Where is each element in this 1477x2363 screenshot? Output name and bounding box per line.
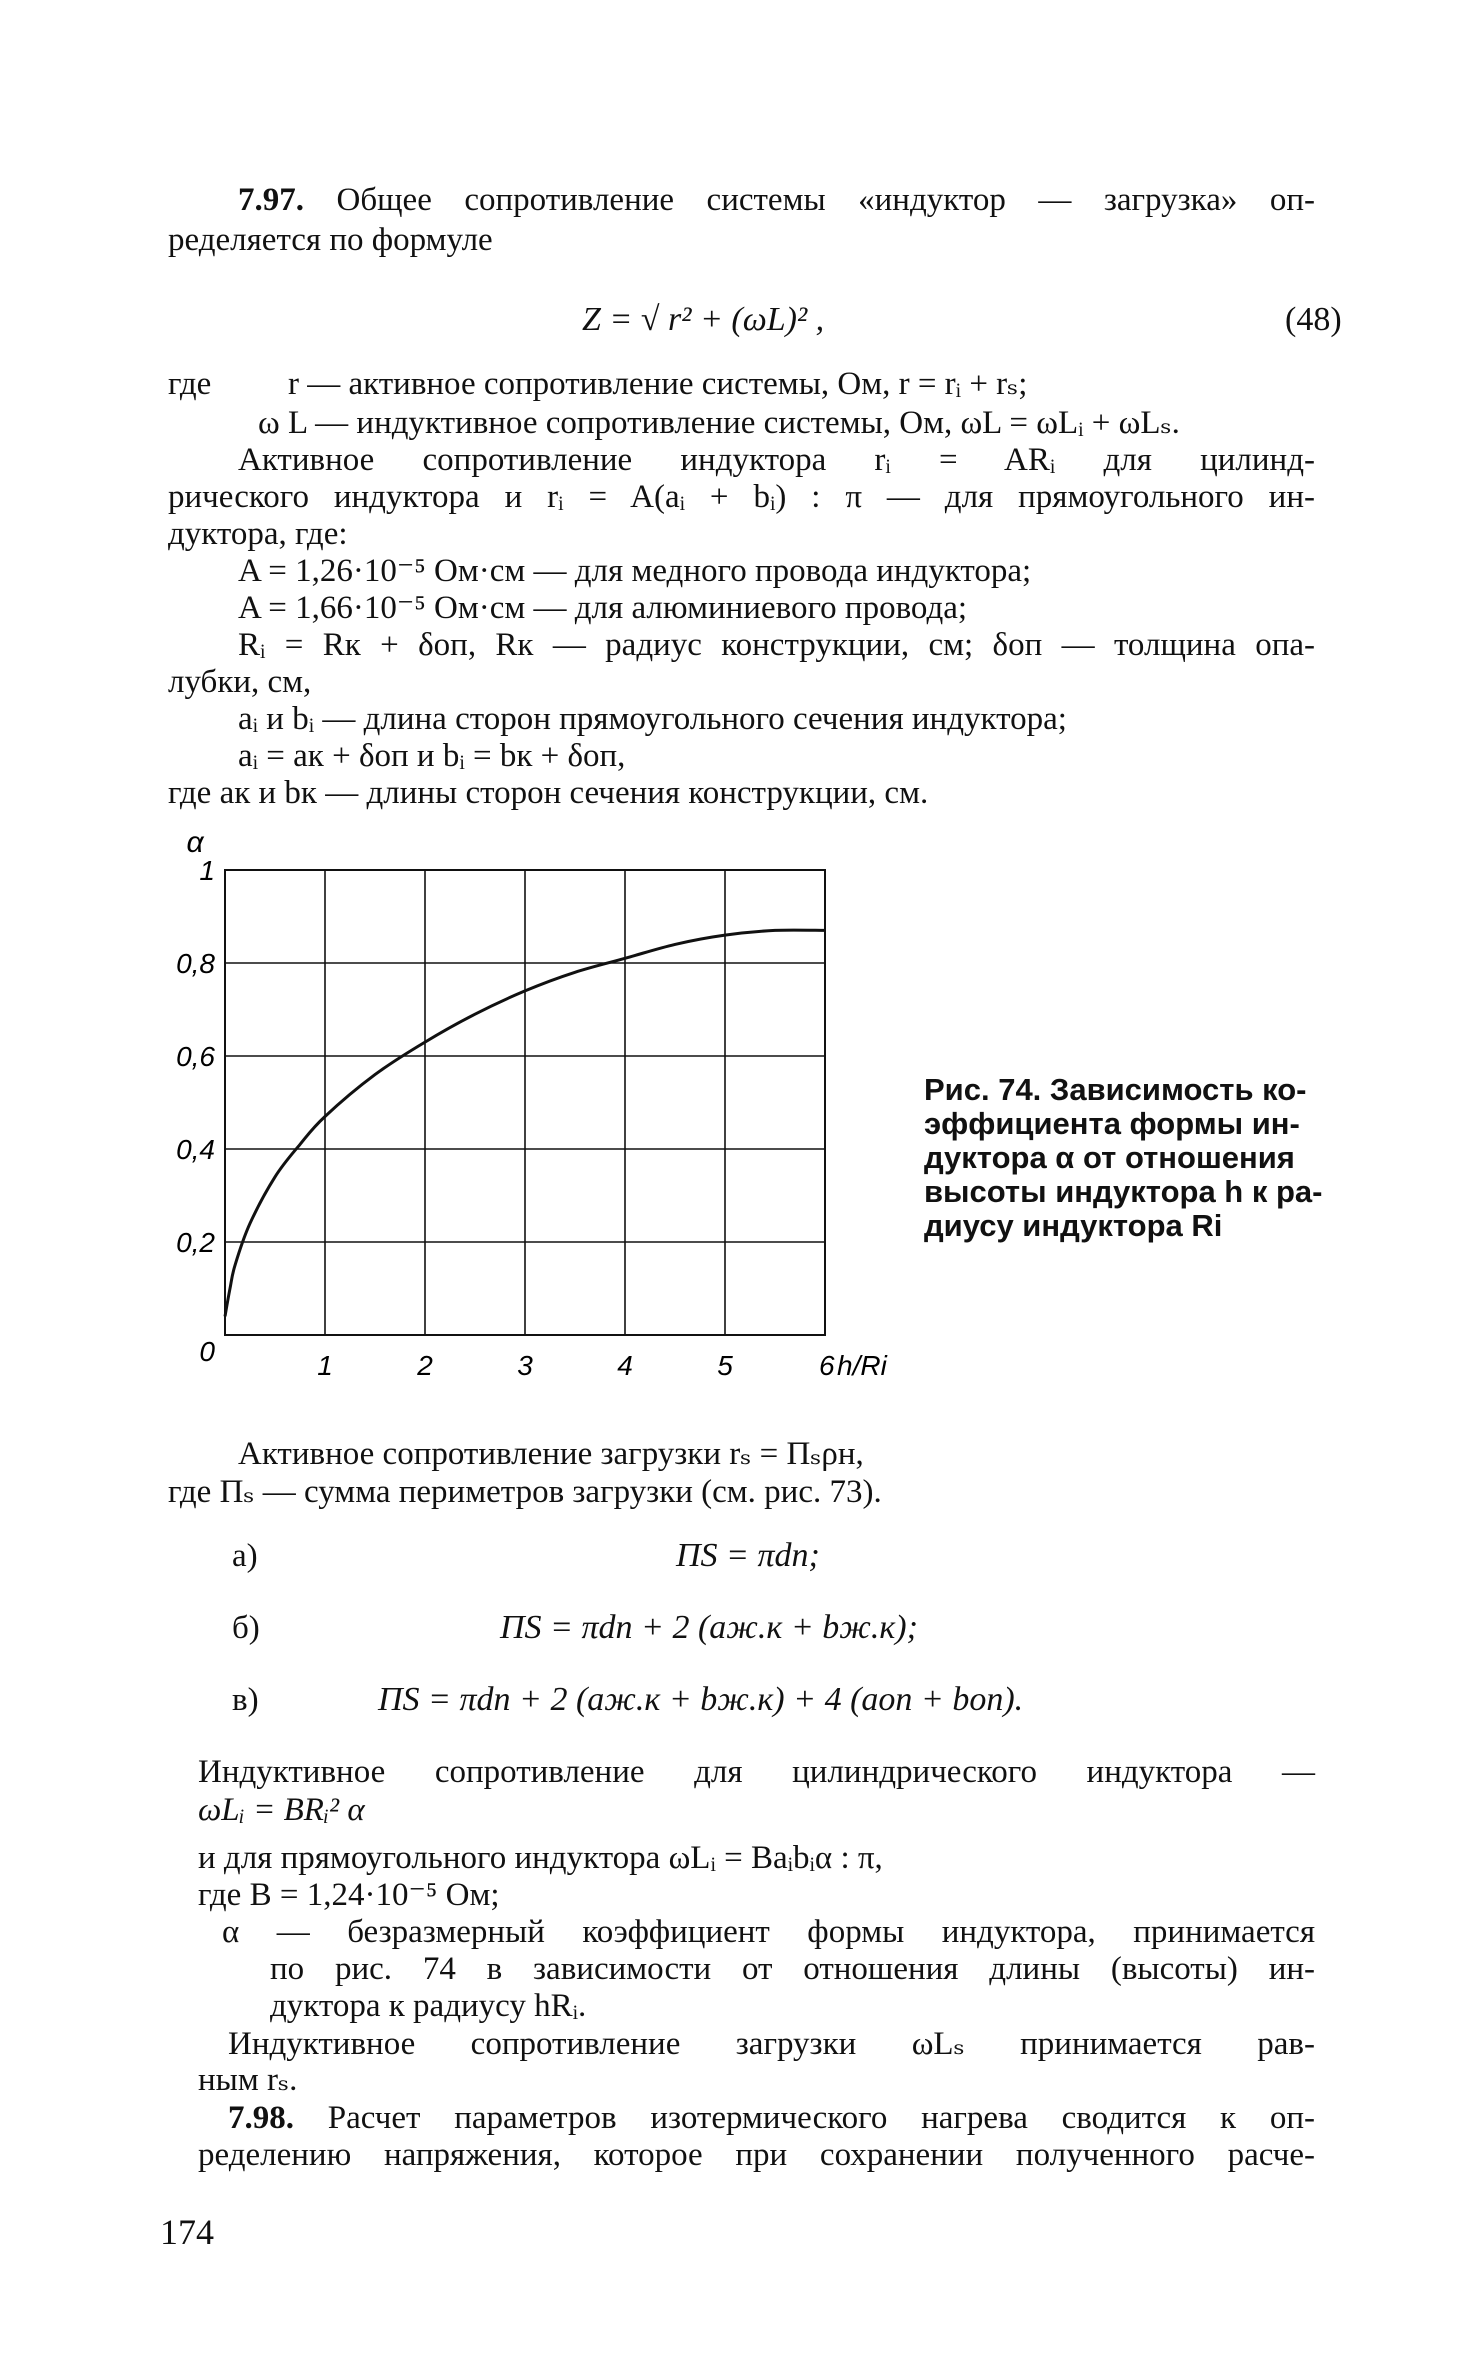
x-tick-label: 1 (317, 1350, 333, 1380)
x-tick-label: 5 (717, 1350, 733, 1380)
x-tick-label: 2 (417, 1350, 433, 1380)
section-798-line2: ределению напряжения, которое при сохранении полученного расче- (198, 2137, 1315, 2173)
caption-line-2: эффициента формы ин- (924, 1106, 1300, 1141)
load-line1: Активное сопротивление загрузки rₛ = Пₛρн, (238, 1436, 864, 1472)
copper-constant: A = 1,26·10⁻⁵ Ом·см — для медного провода индуктора; (238, 553, 1032, 589)
item-c-label: в) (232, 1682, 259, 1718)
item-a-label: а) (232, 1538, 258, 1574)
alpha-line2: по рис. 74 в зависимости от отношения длины (высоты) ин- (270, 1951, 1315, 1987)
ak-line: где aк и bк — длины сторон сечения конструкции, см. (168, 775, 929, 811)
load-inductive-line2: ным rₛ. (198, 2062, 298, 2098)
y-axis-label: α (186, 826, 204, 859)
section-798-number: 7.98. (228, 2100, 294, 2136)
y-tick-label: 0,4 (176, 1134, 215, 1165)
item-a-formula: ПS = πdn; (676, 1537, 820, 1574)
ab-line: aᵢ и bᵢ — длина сторон прямоугольного сечения индуктора; (238, 701, 1067, 737)
x-tick-label: 4 (617, 1350, 633, 1380)
aluminium-constant: A = 1,66·10⁻⁵ Ом·см — для алюминиевого провода; (238, 590, 968, 626)
active-line1: Активное сопротивление индуктора rᵢ = ARᵢ для цилинд- (238, 442, 1315, 478)
page-number: 174 (160, 2212, 214, 2252)
section-798-line1 (228, 2098, 1315, 2138)
ri-line2: лубки, см, (168, 664, 312, 700)
y-tick-label: 0 (199, 1336, 215, 1367)
section-797-text: Общее сопротивление системы «индуктор — загрузка» оп- (336, 182, 1315, 218)
y-tick-label: 0,6 (176, 1041, 215, 1072)
load-inductive-line1: Индуктивное сопротивление загрузки ωLₛ принимается рав- (228, 2026, 1315, 2062)
inductive-line1: Индуктивное сопротивление для цилиндрического индуктора — (198, 1754, 1315, 1790)
ri-line1: Rᵢ = Rк + δоп, Rк — радиус конструкции, см; δоп — толщина опа- (238, 627, 1315, 663)
section-797-number: 7.97. (238, 182, 304, 218)
caption-line-3: дуктора α от отношения (924, 1140, 1295, 1175)
formula-48: Z = √ r² + (ωL)² , (582, 301, 825, 338)
x-axis-label: h/Ri (837, 1350, 887, 1380)
caption-line-5: диусу индуктора Ri (924, 1208, 1223, 1243)
wl-definition: ω L — индуктивное сопротивление системы, Ом, ωL = ωLᵢ + ωLₛ. (258, 405, 1180, 441)
formula-48-number: (48) (1285, 301, 1342, 338)
caption-line-4: высоты индуктора h к ра- (924, 1174, 1323, 1209)
active-line2: рического индуктора и rᵢ = A(aᵢ + bᵢ) : π — для прямоугольного ин- (168, 479, 1315, 515)
section-797-line2: ределяется по формуле (168, 222, 493, 258)
inductive-line4: где B = 1,24·10⁻⁵ Ом; (198, 1877, 500, 1913)
where-label: где (168, 366, 212, 402)
y-tick-label: 0,2 (176, 1227, 215, 1258)
section-797-line1 (238, 180, 1315, 220)
ab-formula: aᵢ = aк + δоп и bᵢ = bк + δоп, (238, 738, 626, 774)
inductive-line3: и для прямоугольного индуктора ωLᵢ = Baᵢbᵢα : π, (198, 1840, 883, 1876)
y-tick-label: 1 (199, 855, 215, 886)
alpha-line1: α — безразмерный коэффициент формы индуктора, принимается (222, 1914, 1315, 1950)
inductive-line2: ωLᵢ = BRᵢ² α (198, 1792, 365, 1828)
x-tick-label: 6 (819, 1350, 835, 1380)
section-798-text: Расчет параметров изотермического нагрева сводится к оп- (327, 2100, 1316, 2136)
item-b-formula: ПS = πdn + 2 (aж.к + bж.к); (500, 1609, 918, 1646)
load-line2: где Пₛ — сумма периметров загрузки (см. рис. 73). (168, 1474, 882, 1510)
x-tick-label: 3 (517, 1350, 533, 1380)
alpha-line3: дуктора к радиусу hRᵢ. (270, 1988, 587, 2024)
r-definition: r — активное сопротивление системы, Ом, r = rᵢ + rₛ; (288, 366, 1028, 402)
caption-line-1: Рис. 74. Зависимость ко- (924, 1072, 1307, 1107)
item-c-formula: ПS = πdn + 2 (aж.к + bж.к) + 4 (aоп + bоп). (378, 1681, 1024, 1718)
figure-74-chart (160, 820, 900, 1380)
item-b-label: б) (232, 1610, 260, 1646)
y-tick-label: 0,8 (176, 948, 215, 979)
active-line3: дуктора, где: (168, 516, 348, 552)
